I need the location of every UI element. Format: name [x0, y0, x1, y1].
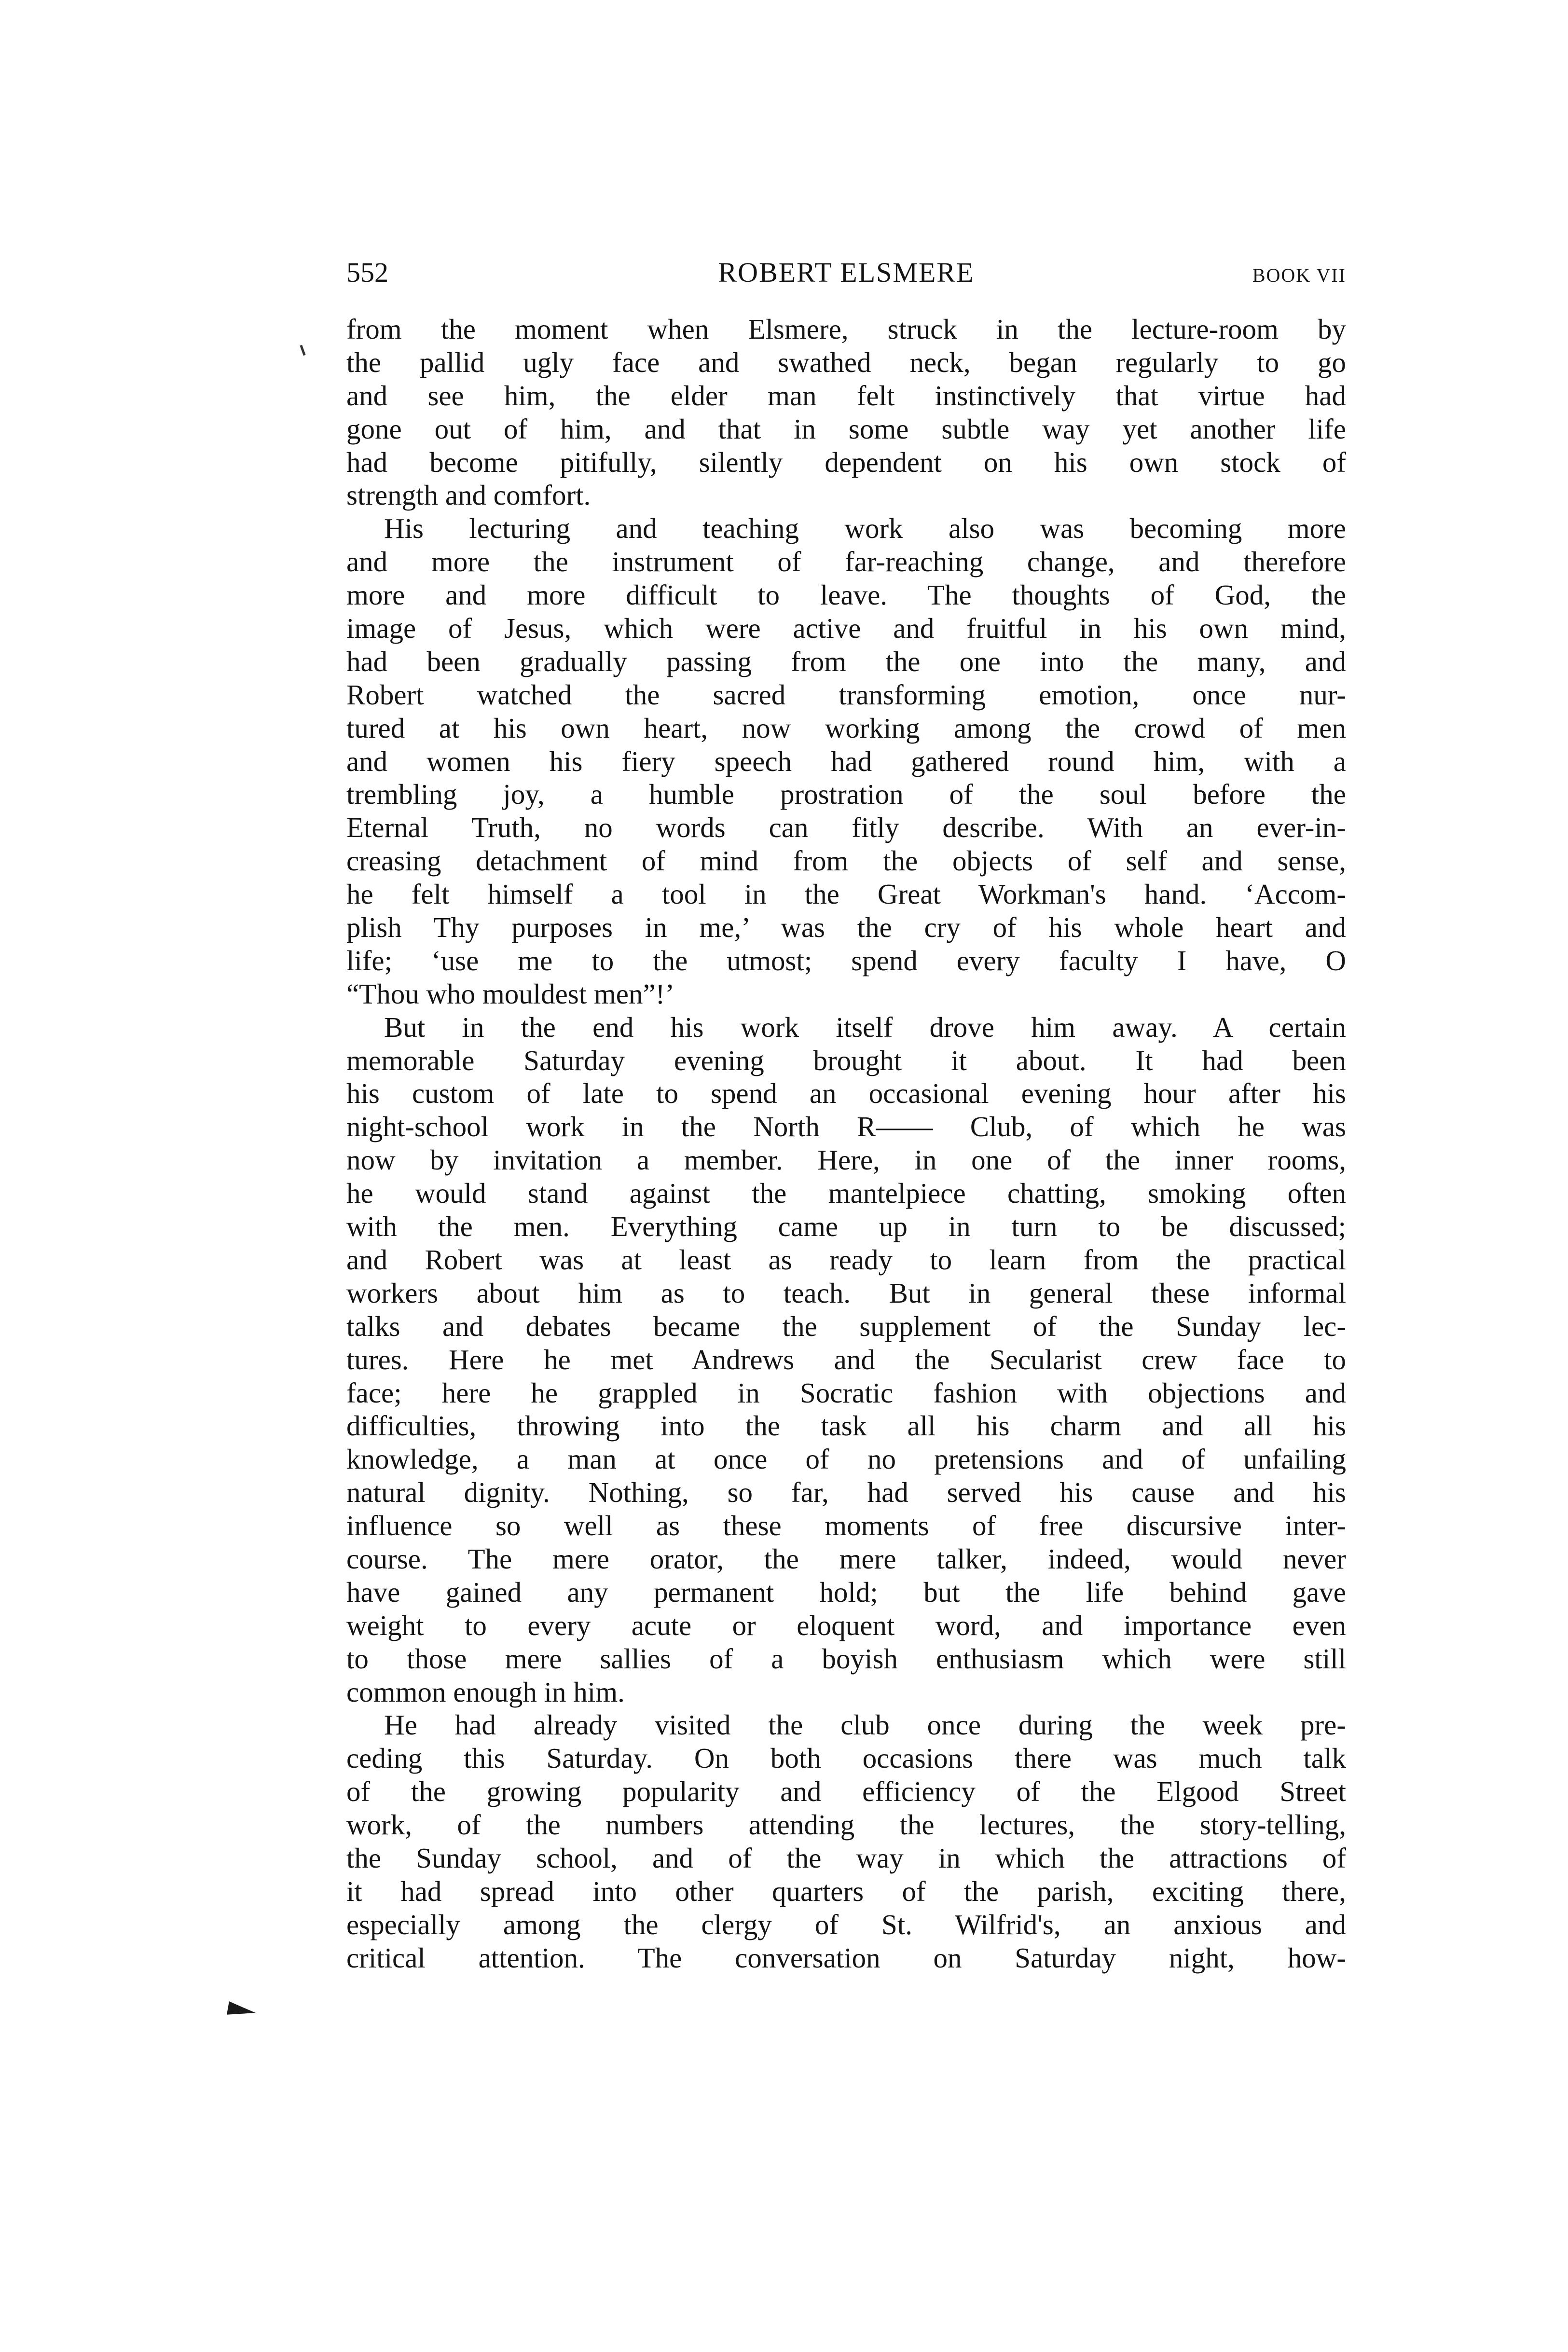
text-line: difficulties, throwing into the task all his charm and all his	[346, 1410, 1346, 1442]
text-line: strength and comfort.	[346, 479, 591, 511]
text-line: critical attention. The conversation on Saturday night, how-	[346, 1941, 1346, 1974]
text-line: tures. Here he met Andrews and the Secularist crew face to	[346, 1343, 1346, 1375]
text-line: face; here he grappled in Socratic fashion with objections and	[346, 1376, 1346, 1409]
text-line: life; ‘use me to the utmost; spend every faculty I have, O	[346, 944, 1346, 977]
text-line: more and more difficult to leave. The thoughts of God, the	[346, 579, 1346, 611]
text-line: ceding this Saturday. On both occasions there was much talk	[346, 1742, 1346, 1774]
text-line: trembling joy, a humble prostration of the soul before the	[346, 778, 1346, 811]
text-line: with the men. Everything came up in turn to be discussed;	[346, 1210, 1346, 1243]
text-line: of the growing popularity and efficiency of the Elgood Street	[346, 1775, 1346, 1808]
page-number: 552	[346, 257, 388, 288]
text-line: Eternal Truth, no words can fitly describe. With an ever-in-	[346, 812, 1346, 844]
text-line: and Robert was at least as ready to learn from the practical	[346, 1243, 1346, 1276]
text-line: He had already visited the club once during the week pre-	[384, 1709, 1346, 1741]
text-line: from the moment when Elsmere, struck in the lecture-room by	[346, 313, 1346, 345]
text-line: knowledge, a man at once of no pretensions and of unfailing	[346, 1443, 1346, 1475]
text-line: gone out of him, and that in some subtle way yet another life	[346, 413, 1346, 445]
text-line: it had spread into other quarters of the parish, exciting there,	[346, 1875, 1346, 1907]
text-body	[346, 313, 1346, 1975]
text-line: work, of the numbers attending the lectures, the story-telling,	[346, 1809, 1346, 1841]
section-label: BOOK VII	[1252, 264, 1346, 286]
text-line: But in the end his work itself drove him away. A certain	[384, 1011, 1346, 1043]
text-line: talks and debates became the supplement of the Sunday lec-	[346, 1310, 1346, 1342]
margin-tick-mark	[300, 345, 305, 356]
text-line: he would stand against the mantelpiece chatting, smoking often	[346, 1177, 1346, 1210]
running-title: ROBERT ELSMERE	[718, 257, 975, 288]
text-line: workers about him as to teach. But in general these informal	[346, 1277, 1346, 1309]
running-head	[346, 253, 1346, 292]
text-line: course. The mere orator, the mere talker, indeed, would never	[346, 1542, 1346, 1575]
text-line: and see him, the elder man felt instinctively that virtue had	[346, 379, 1346, 412]
text-line: have gained any permanent hold; but the life behind gave	[346, 1576, 1346, 1608]
text-line: weight to every acute or eloquent word, and importance even	[346, 1609, 1346, 1641]
text-line: he felt himself a tool in the Great Workman's hand. ‘Accom-	[346, 878, 1346, 910]
text-line: common enough in him.	[346, 1676, 625, 1708]
text-line: Robert watched the sacred transforming emotion, once nur-	[346, 678, 1346, 711]
text-line: tured at his own heart, now working among the crowd of men	[346, 712, 1346, 744]
text-line: had been gradually passing from the one into the many, and	[346, 645, 1346, 677]
text-line: image of Jesus, which were active and fruitful in his own mind,	[346, 612, 1346, 645]
text-line: and women his fiery speech had gathered round him, with a	[346, 745, 1346, 777]
text-line: plish Thy purposes in me,’ was the cry of his whole heart and	[346, 911, 1346, 944]
text-line: especially among the clergy of St. Wilfrid's, an anxious and	[346, 1908, 1346, 1940]
margin-arrow-icon	[227, 2001, 257, 2020]
text-line: and more the instrument of far-reaching change, and therefore	[346, 546, 1346, 578]
text-line: had become pitifully, silently dependent on his own stock of	[346, 446, 1346, 478]
text-line: now by invitation a member. Here, in one of the inner rooms,	[346, 1144, 1346, 1176]
text-line: to those mere sallies of a boyish enthusiasm which were still	[346, 1642, 1346, 1675]
text-line: influence so well as these moments of free discursive inter-	[346, 1510, 1346, 1542]
text-line: the pallid ugly face and swathed neck, began regularly to go	[346, 346, 1346, 378]
text-line: “Thou who mouldest men”!’	[346, 977, 674, 1010]
text-line: His lecturing and teaching work also was becoming more	[384, 512, 1346, 545]
text-line: the Sunday school, and of the way in which the attractions of	[346, 1842, 1346, 1874]
text-line: creasing detachment of mind from the objects of self and sense,	[346, 845, 1346, 877]
text-line: his custom of late to spend an occasional evening hour after his	[346, 1077, 1346, 1110]
text-line: night-school work in the North R—— Club, of which he was	[346, 1111, 1346, 1143]
text-line: memorable Saturday evening brought it about. It had been	[346, 1044, 1346, 1076]
text-line: natural dignity. Nothing, so far, had served his cause and his	[346, 1476, 1346, 1509]
